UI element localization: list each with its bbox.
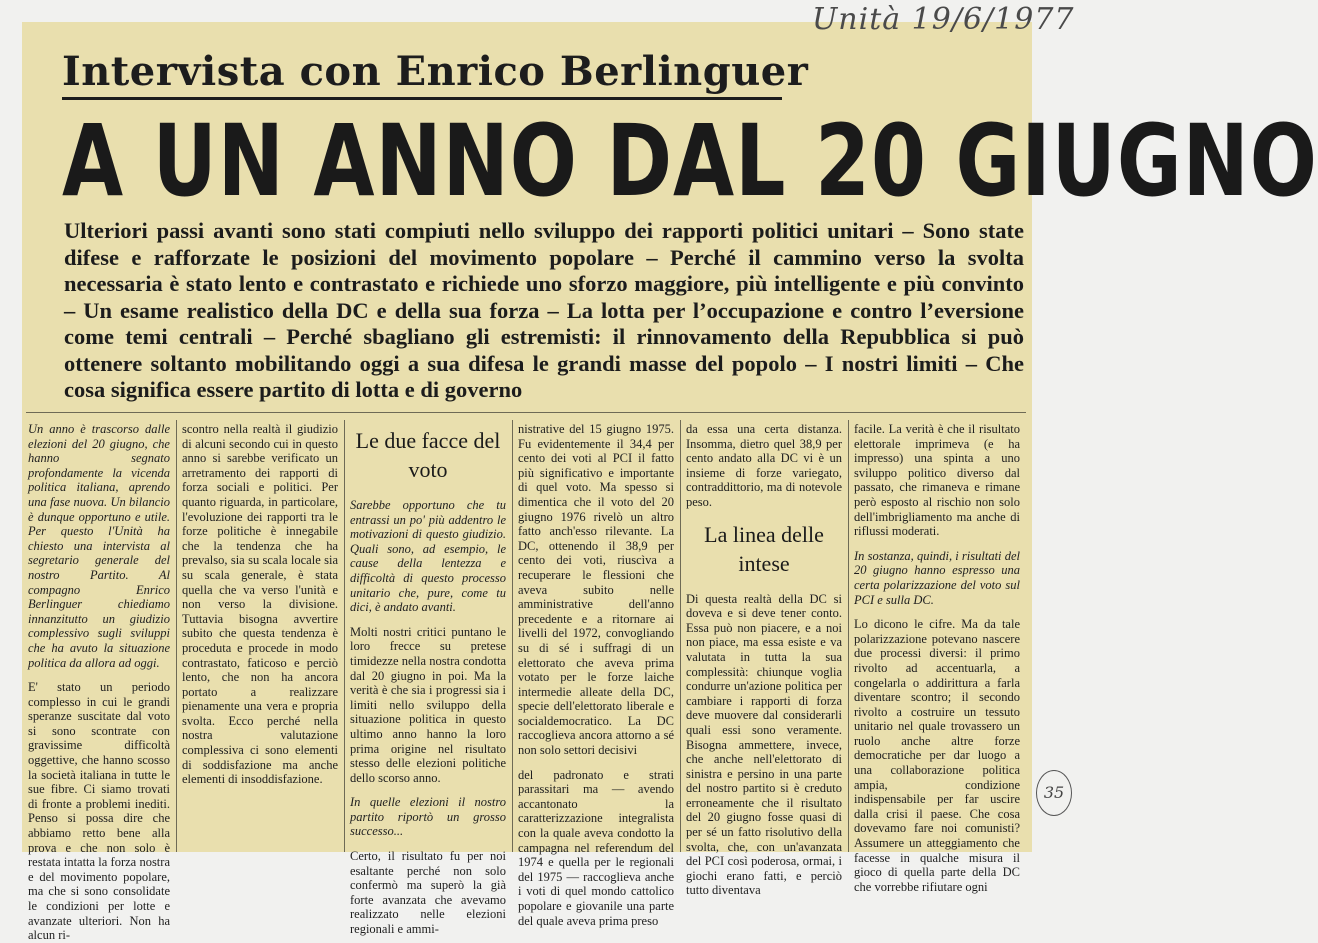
- intro-question: Un anno è trascorso dalle elezioni del 20 giugno, che hanno segnato profondamente la vicenda politica italiana, aprendo una fase nuova. Un bilancio è dunque opportuno e utile. Per questo l'Unità ha chiesto una intervista al segretario generale del nostro Partito. Al compagno Enrico Berlinguer chiediamo innanzitutto un giudizio complessivo sugli sviluppi che ha avuto la situazione politica da allora ad oggi.: [28, 422, 170, 670]
- column-rule: [512, 420, 513, 852]
- column-rule: [680, 420, 681, 852]
- question-4: In sostanza, quindi, i risultati del 20 giugno hanno espresso una certa polarizzazione del voto sul PCI e sulla DC.: [854, 548, 1020, 607]
- subheading-linea-intese: La linea delle intese: [704, 521, 824, 576]
- column-rule: [848, 420, 849, 852]
- column-4-text-2: del padronato e strati parassitari ma — avendo accantonato la caratterizzazione integralista con la quale aveva condotto la campagna nel referendum del 1974 e quella per le regionali del 1975 — raccoglieva anche i voti di quel mondo cattolico popolare e giovanile una parte del quale aveva prima preso: [518, 767, 674, 928]
- column-top-rule: [26, 412, 1026, 413]
- question-3: In quelle elezioni il nostro partito riportò un grosso successo...: [350, 795, 506, 839]
- column-6-text-top: facile. La verità è che il risultato elettorale imprimeva (e ha impresso) una spinta a uno sviluppo politico diverso dal passato, che rimaneva e rimane però esposto al rischio non solo dell'imbrigliamento ma anche di riflussi moderati.: [854, 422, 1020, 539]
- column-rule: [344, 420, 345, 852]
- handwritten-date-note: Unità 19/6/1977: [812, 2, 1075, 37]
- column-5-text: Di questa realtà della DC si doveva e si deve tener conto. Essa può non piacere, e a noi non piace, ma essa esiste e va valutata in tutta la sua complessità: chiunque voglia condurre un'azione politica per cambiare i rapporti di forza deve muovere dal considerarli quali essi sono veramente. Bisogna ammettere, invece, che anche nell'elettorato di sinistra e persino in una parte del nostro partito si è creduto erroneamente che il risultato del 20 giugno fosse quasi di per sé un fatto risolutivo della svolta, che, con un'avanzata del PCI così poderosa, ormai, i giochi erano fatti, e perciò tutto diventava: [686, 591, 842, 898]
- article-column-5: [686, 422, 842, 898]
- article-column-4: [518, 422, 674, 928]
- column-6-text: Lo dicono le cifre. Ma da tale polarizzazione potevano nascere due processi diversi: il primo rivolto ad accentuarla, a congelarla o addirittura a farla diventare scontro; il secondo rivolto a costruire un tessuto unitario nel quale trovassero un ruolo anche altre forze democratiche per dar luogo a una collaborazione politica ampia, condizione indispensabile per far uscire dalla crisi il paese. Che cosa dovevamo fare noi comunisti? Assumere un atteggiamento che facesse in qualche misura il gioco di quella parte della DC che vorrebbe rifiutare ogni: [854, 617, 1020, 894]
- subheading-due-facce: Le due facce del voto: [355, 428, 501, 482]
- column-3-text-2: Certo, il risultato fu per noi esaltante perché non solo confermò ma superò la già forte avanzata che avevamo realizzato nelle elezioni regionali e ammi-: [350, 849, 506, 937]
- column-5-text-top: da essa una certa distanza. Insomma, dietro quel 38,9 per cento andato alla DC vi è un insieme di forze variegato, contraddittorio, ma di notevole peso.: [686, 422, 842, 509]
- summary-deck: Ulteriori passi avanti sono stati compiuti nello sviluppo dei rapporti politici unitari – Sono state difese e rafforzate le posizioni del movimento popolare – Perché il cammino verso la svolta necessaria è stato lento e contrastato e richiede uno sforzo maggiore, più intelligente e più convinto – Un esame realistico della DC e della sua forza – La lotta per l’occupazione e contro l’eversione come temi centrali – Perché sbagliano gli estremisti: il rinnovamento della Repubblica si può ottenere soltanto mobilitando oggi a sua difesa le grandi masse del popolo – I nostri limiti – Che cosa significa essere partito di lotta e di governo: [64, 218, 1024, 402]
- interview-kicker: Intervista con Enrico Berlinguer: [62, 48, 782, 100]
- article-column-2: [182, 422, 338, 852]
- headline: A UN ANNO DAL 20 GIUGNO: [62, 103, 1318, 219]
- column-3-text: Molti nostri critici puntano le loro frecce su pretese timidezze nella nostra condotta dal 20 giugno in poi. Ma la verità è che sia i progressi sia i limiti nello sviluppo della situazione politica in questo ultimo anno hanno la loro prima origine nel risultato stesso delle elezioni politiche dello scorso anno.: [350, 624, 506, 785]
- article-column-1: [28, 422, 170, 943]
- article-column-6: [854, 422, 1020, 894]
- article-column-3: [350, 422, 506, 937]
- question-2: Sarebbe opportuno che tu entrassi un po' più addentro le motivazioni di questo giudizio. Quali sono, ad esempio, le cause della lentezza e difficoltà di questo processo unitario che, pure, come tu dici, è andato avanti.: [350, 498, 506, 615]
- column-1-text: E' stato un periodo complesso in cui le grandi speranze suscitate dal voto si sono scontrate con gravissime difficoltà oggettive, che hanno scosso la società italiana in tutte le sue fibre. Ci siamo trovati di fronte a problemi inediti. Penso si possa dire che abbiamo retto bene alla prova e che non solo è restata intatta la forza nostra e del movimento popolare, ma che si sono consolidate le condizioni per lotte e avanzate ulteriori. Non ha alcun ri-: [28, 680, 170, 943]
- handwritten-page-mark: 35: [1036, 770, 1072, 816]
- column-4-text: nistrative del 15 giugno 1975. Fu evidentemente il 34,4 per cento dei voti al PCI il fatto più significativo e importante di quel voto. Ma spesso si dimentica che il voto del 20 giugno 1976 rivelò un altro fatto anch'esso rilevante. La DC, ottenendo il 38,9 per cento dei voti, riuscìva a recuperare le flessioni che aveva subito nelle amministrative dell'anno precedente e a ritornare ai livelli del 1972, convogliando su di sé i suffragi di un elettorato che aveva prima votato per le forze laiche intermedie alleate della DC, specie dell'elettorato liberale e socialdemocratico. La DC raccoglieva ancora attorno a sé non solo settori decisivi: [518, 422, 674, 758]
- column-rule: [176, 420, 177, 852]
- column-2-text: scontro nella realtà il giudizio di alcuni secondo cui in questo anno si sarebbe verificato un arretramento dei rapporti di forza sociali e politici. Per quanto riguarda, in particolare, l'evoluzione dei rapporti tra le forze politiche è innegabile che la tendenza che ha prevalso, sia su scala locale sia su scala generale, è stata quella che va verso l'unità e non verso la divisione. Tuttavia bisogna avvertire subito che questa tendenza è proceduta e procede in modo contrastato, faticoso e perciò lento, che non ha ancora portato a realizzare pienamente una vera e propria svolta. Ecco perché nella nostra valutazione complessiva ci sono elementi di soddisfazione ma anche elementi di insoddisfazione.: [182, 422, 338, 787]
